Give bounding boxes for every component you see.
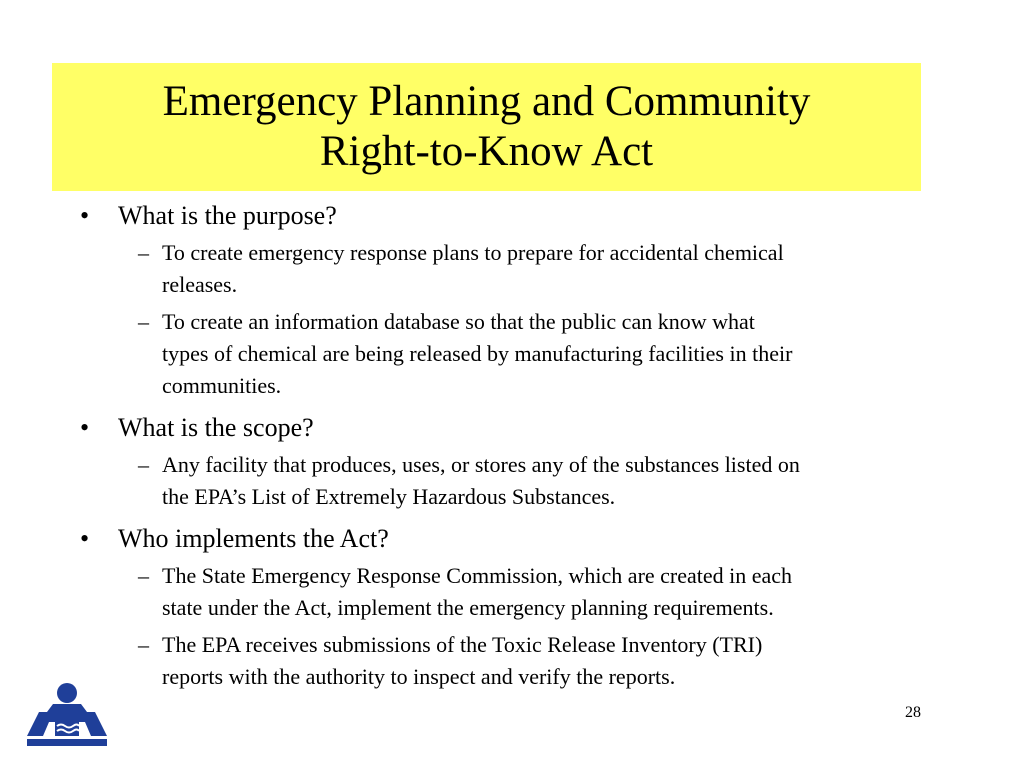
- sub-bullet-line: releases.: [162, 272, 238, 297]
- sub-bullet-line: Any facility that produces, uses, or stores any of the substances listed on: [162, 452, 800, 477]
- bullet-marker: •: [80, 524, 90, 553]
- sub-bullet-scope-1: [80, 449, 1000, 513]
- sub-bullet-purpose-1: [80, 237, 1000, 301]
- bullet-purpose: [80, 200, 1000, 232]
- bullet-scope: [80, 412, 1000, 444]
- organization-logo-icon: [23, 682, 111, 748]
- sub-bullet-line: state under the Act, implement the emergency planning requirements.: [162, 595, 774, 620]
- slide-body: [80, 200, 1000, 693]
- bullet-implements: [80, 523, 1000, 555]
- sub-bullet-line: The State Emergency Response Commission, which are created in each: [162, 563, 793, 588]
- sub-bullet-implements-2: [80, 629, 1000, 693]
- sub-bullet-text: [162, 306, 992, 402]
- sub-bullet-text: [162, 629, 992, 693]
- page-number: 28: [905, 704, 921, 721]
- slide-title-line-1: Emergency Planning and Community: [162, 78, 811, 125]
- bullet-scope-text: What is the scope?: [118, 413, 314, 442]
- sub-bullet-line: To create an information database so that the public can know what: [162, 309, 755, 334]
- sub-bullet-line: communities.: [162, 373, 282, 398]
- sub-bullet-marker: –: [138, 309, 149, 334]
- sub-bullet-line: the EPA’s List of Extremely Hazardous Substances.: [162, 484, 616, 509]
- sub-bullet-line: types of chemical are being released by manufacturing facilities in their: [162, 341, 793, 366]
- organization-logo-graphic: [23, 682, 111, 748]
- sub-bullet-marker: –: [138, 452, 149, 477]
- sub-bullet-marker: –: [138, 632, 149, 657]
- bullet-marker: •: [80, 201, 90, 230]
- sub-bullet-text: [162, 237, 992, 301]
- sub-bullet-line: To create emergency response plans to prepare for accidental chemical: [162, 240, 784, 265]
- sub-bullet-line: The EPA receives submissions of the Toxic Release Inventory (TRI): [162, 632, 763, 657]
- sub-bullet-implements-1: [80, 560, 1000, 624]
- sub-bullet-marker: –: [138, 563, 149, 588]
- bullet-purpose-text: What is the purpose?: [118, 201, 337, 230]
- sub-bullet-line: reports with the authority to inspect and verify the reports.: [162, 664, 676, 689]
- slide-title-line-2: Right-to-Know Act: [319, 128, 654, 175]
- sub-bullet-text: [162, 560, 992, 624]
- sub-bullet-purpose-2: [80, 306, 1000, 402]
- sub-bullet-text: [162, 449, 992, 513]
- sub-bullet-marker: –: [138, 240, 149, 265]
- bullet-implements-text: Who implements the Act?: [118, 524, 389, 553]
- bullet-marker: •: [80, 413, 90, 442]
- slide-title-banner: [52, 63, 921, 191]
